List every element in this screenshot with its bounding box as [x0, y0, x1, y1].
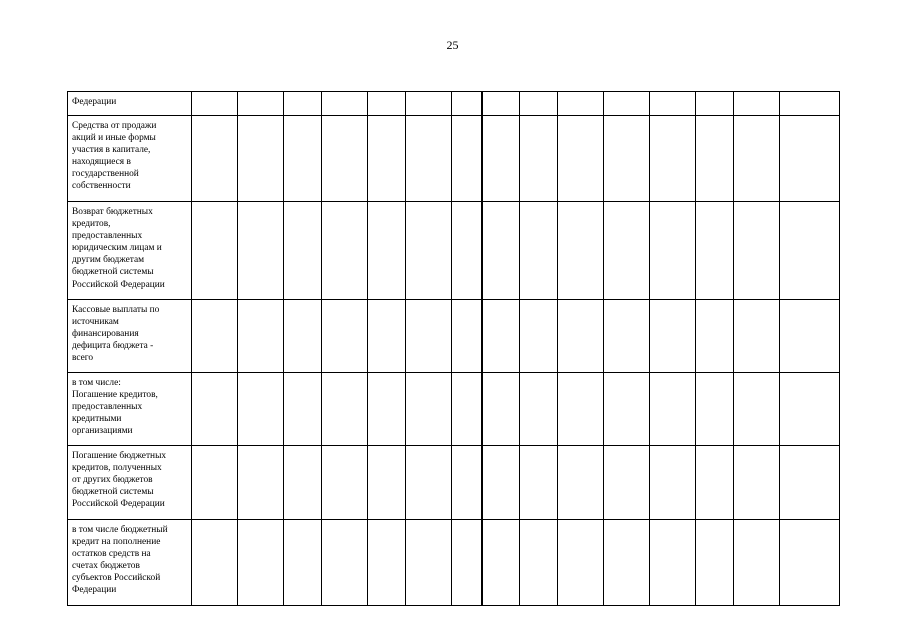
table-cell: [734, 202, 780, 300]
table-cell: [482, 446, 520, 520]
table-cell: [734, 92, 780, 116]
table-cell: [406, 446, 452, 520]
table-cell: [368, 202, 406, 300]
table-row: [68, 116, 840, 202]
table-cell: [696, 373, 734, 446]
table-cell: [780, 92, 840, 116]
cash-flow-table: [67, 91, 840, 606]
row-label: в том числе бюджетный кредит на пополнение остатков средств на счетах бюджетов субъектов Российской Федерации: [68, 520, 192, 606]
table-cell: [322, 300, 368, 373]
table-cell: [238, 446, 284, 520]
table-cell: [284, 202, 322, 300]
table-cell: [520, 373, 558, 446]
page-number: 25: [446, 38, 459, 52]
table-cell: [558, 92, 604, 116]
table-cell: [452, 300, 482, 373]
row-label: Кассовые выплаты по источникам финансирования дефицита бюджета - всего: [68, 300, 192, 373]
table-cell: [238, 92, 284, 116]
table-cell: [604, 373, 650, 446]
table-cell: [368, 92, 406, 116]
table-cell: [520, 202, 558, 300]
table-cell: [696, 92, 734, 116]
table-cell: [192, 300, 238, 373]
row-label: Возврат бюджетных кредитов, предоставленных юридическим лицам и другим бюджетам бюджетной системы Российской Федерации: [68, 202, 192, 300]
table-cell: [650, 300, 696, 373]
table-cell: [558, 300, 604, 373]
table-cell: [368, 446, 406, 520]
table-cell: [192, 116, 238, 202]
table-cell: [734, 520, 780, 606]
table-cell: [368, 300, 406, 373]
table-cell: [558, 520, 604, 606]
table-cell: [604, 446, 650, 520]
table-cell: [696, 116, 734, 202]
table-cell: [284, 92, 322, 116]
table-cell: [368, 116, 406, 202]
table-cell: [520, 520, 558, 606]
table-row: [68, 373, 840, 446]
table-cell: [734, 116, 780, 202]
table-cell: [780, 202, 840, 300]
table-cell: [368, 520, 406, 606]
table-cell: [192, 202, 238, 300]
table-cell: [558, 116, 604, 202]
table-row: [68, 446, 840, 520]
table-cell: [322, 446, 368, 520]
row-label: в том числе: Погашение кредитов, предоставленных кредитными организациями: [68, 373, 192, 446]
table-cell: [452, 446, 482, 520]
table-cell: [238, 373, 284, 446]
table-cell: [406, 300, 452, 373]
table-cell: [650, 116, 696, 202]
table-cell: [734, 373, 780, 446]
table-cell: [558, 202, 604, 300]
table-cell: [322, 202, 368, 300]
table-cell: [452, 520, 482, 606]
table-cell: [406, 373, 452, 446]
table-cell: [696, 520, 734, 606]
table-cell: [558, 373, 604, 446]
table-cell: [482, 520, 520, 606]
table-cell: [734, 300, 780, 373]
table-cell: [322, 520, 368, 606]
table-cell: [780, 373, 840, 446]
table-cell: [696, 446, 734, 520]
table-cell: [604, 116, 650, 202]
table-cell: [452, 116, 482, 202]
table-cell: [604, 202, 650, 300]
table-cell: [452, 92, 482, 116]
table-cell: [780, 300, 840, 373]
table-cell: [368, 373, 406, 446]
table-cell: [558, 446, 604, 520]
table-cell: [192, 446, 238, 520]
table-cell: [322, 92, 368, 116]
table-cell: [284, 116, 322, 202]
table-cell: [406, 202, 452, 300]
table-row: [68, 520, 840, 606]
table-cell: [734, 446, 780, 520]
row-label: Погашение бюджетных кредитов, полученных от других бюджетов бюджетной системы Российской Федерации: [68, 446, 192, 520]
table-cell: [192, 520, 238, 606]
table-row: [68, 300, 840, 373]
table-cell: [482, 300, 520, 373]
table-cell: [238, 116, 284, 202]
table-cell: [780, 116, 840, 202]
table-row: [68, 202, 840, 300]
table-cell: [482, 202, 520, 300]
table-cell: [322, 116, 368, 202]
row-label: Средства от продажи акций и иные формы участия в капитале, находящиеся в государственной собственности: [68, 116, 192, 202]
table-cell: [192, 92, 238, 116]
table-cell: [482, 116, 520, 202]
table-cell: [284, 373, 322, 446]
table-cell: [452, 373, 482, 446]
table-cell: [322, 373, 368, 446]
table-cell: [284, 300, 322, 373]
table-cell: [238, 520, 284, 606]
table-cell: [604, 520, 650, 606]
table-cell: [238, 202, 284, 300]
table-cell: [238, 300, 284, 373]
table-cell: [696, 202, 734, 300]
table-cell: [192, 373, 238, 446]
table-cell: [604, 300, 650, 373]
table-cell: [406, 520, 452, 606]
table-cell: [520, 116, 558, 202]
table-cell: [696, 300, 734, 373]
table-cell: [520, 446, 558, 520]
table-cell: [452, 202, 482, 300]
table-cell: [650, 92, 696, 116]
table-cell: [482, 92, 520, 116]
table-cell: [482, 373, 520, 446]
table-cell: [604, 92, 650, 116]
table-cell: [650, 520, 696, 606]
table-cell: [650, 373, 696, 446]
table-cell: [650, 446, 696, 520]
table-cell: [284, 520, 322, 606]
table-cell: [780, 446, 840, 520]
table-cell: [284, 446, 322, 520]
table-cell: [650, 202, 696, 300]
table-row: [68, 92, 840, 116]
table-cell: [520, 92, 558, 116]
table-cell: [780, 520, 840, 606]
table-cell: [520, 300, 558, 373]
table-cell: [406, 116, 452, 202]
row-label: Федерации: [68, 92, 192, 116]
table-cell: [406, 92, 452, 116]
